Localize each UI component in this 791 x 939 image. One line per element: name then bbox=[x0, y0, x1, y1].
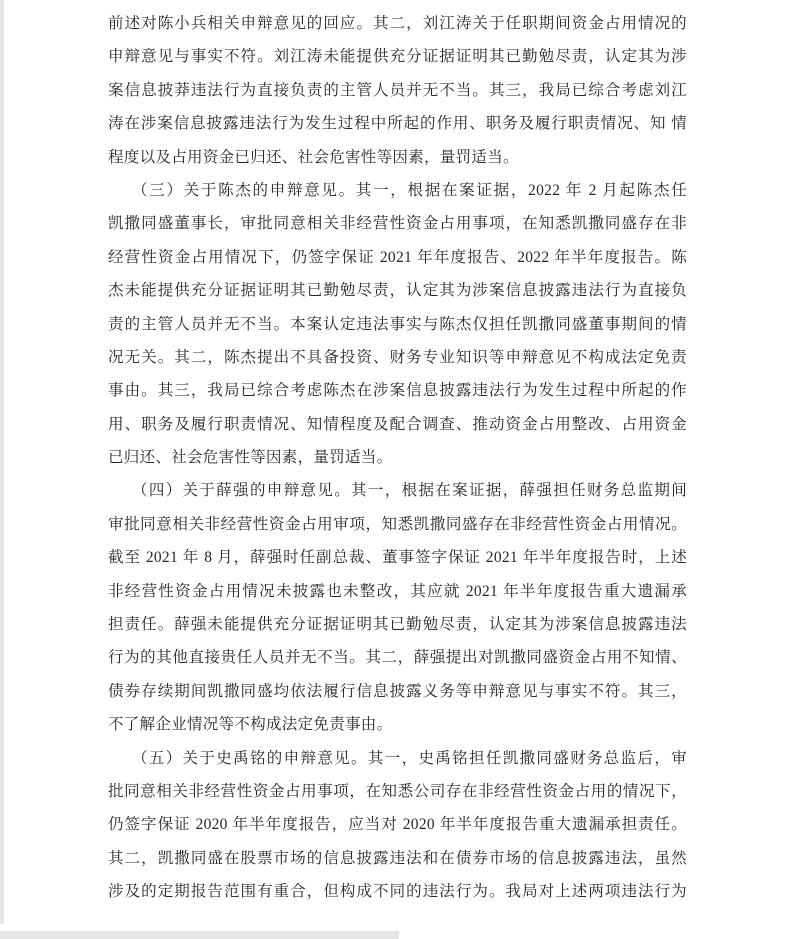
text-line: 非经营性资金占用情况未披露也未整改，其应就 2021 年半年度报告重大遗漏承 bbox=[108, 582, 687, 600]
text-line: 行为的其他直接贵任人员并无不当。其二，薛强提出对凯撒同盛资金占用不知情、 bbox=[108, 649, 687, 667]
paragraph bbox=[108, 7, 687, 174]
text-line: 前述对陈小兵相关申辩意见的回应。其二，刘江涛关于任职期间资金占用情况的 bbox=[108, 15, 687, 32]
text-line: 截至 2021 年 8 月，薛强时任副总裁、董事签字保证 2021 年半年度报告时，上述 bbox=[108, 549, 687, 567]
text-line: 案信息披莽违法行为直接负责的主管人员并无不当。其三，我局已综合考虑刘江 bbox=[108, 81, 687, 99]
document-body bbox=[108, 7, 687, 909]
text-line: 仍签字保证 2020 年半年度报告，应当对 2020 年半年度报告重大遗漏承担责任。 bbox=[108, 816, 687, 834]
scan-edge-left bbox=[0, 0, 4, 924]
text-line: 责的主管人员并无不当。本案认定违法事实与陈杰仅担任凯撒同盛董事期间的情 bbox=[108, 315, 687, 333]
text-line: 涉及的定期报告范围有重合，但构成不同的违法行为。我局对上述两项违法行为 bbox=[108, 883, 687, 901]
paragraph bbox=[108, 474, 687, 741]
text-line: 况无关。其二，陈杰提出不具备投资、财务专业知识等申辩意见不构成法定免责 bbox=[108, 348, 687, 366]
text-line: （三）关于陈杰的申辩意见。其一，根据在案证据，2022 年 2 月起陈杰任 bbox=[132, 181, 687, 199]
text-line: 批同意相关非经营性资金占用事项，在知悉公司存在非经营性资金占用的情况下， bbox=[108, 782, 687, 800]
text-line: 申辩意见与事实不符。刘江涛未能提供充分证据证明其已勤勉尽责，认定其为涉 bbox=[108, 48, 687, 66]
text-line: 其二，凯撒同盛在股票市场的信息披露违法和在债券市场的信息披露违法，虽然 bbox=[108, 849, 687, 867]
text-line: 经营性资金占用情况下，仍签字保证 2021 年年度报告、2022 年半年度报告。陈 bbox=[108, 248, 687, 266]
text-line: 事由。其三，我局已综合考虑陈杰在涉案信息披露违法行为发生过程中所起的作 bbox=[108, 382, 687, 400]
text-line: 用、职务及履行职责情况、知情程度及配合调查、推动资金占用整改、占用资金 bbox=[108, 415, 687, 433]
text-line: 凯撒同盛董事长，审批同意相关非经营性资金占用事项，在知悉凯撒同盛存在非 bbox=[108, 215, 687, 233]
text-line: 程度以及占用资金已归还、社会危害性等因素，量罚适当。 bbox=[108, 148, 519, 166]
text-line: 债券存续期间凯撒同盛均依法履行信息披露义务等申辩意见与事实不符。其三， bbox=[108, 682, 687, 700]
text-line: （四）关于薛强的申辩意见。其一，根据在案证据，薛强担任财务总监期间 bbox=[132, 482, 687, 500]
scan-edge-bottom bbox=[0, 931, 399, 939]
text-line: 审批同意相关非经营性资金占用审项，知悉凯撒同盛存在非经营性资金占用情况。 bbox=[108, 515, 687, 533]
text-line: 涛在涉案信息披露违法行为发生过程中所起的作用、职务及履行职责情况、知 情 bbox=[108, 115, 687, 133]
text-line: 担责任。薛强未能提供充分证据证明其已勤勉尽责，认定其为涉案信息披露违法 bbox=[108, 616, 687, 634]
text-line: 杰未能提供充分证据证明其已勤勉尽责，认定其为涉案信息披露违法行为直接负 bbox=[108, 282, 687, 300]
paragraph bbox=[108, 742, 687, 909]
paragraph bbox=[108, 174, 687, 475]
text-line: （五）关于史禹铭的申辩意见。其一，史禹铭担任凯撒同盛财务总监后，审 bbox=[132, 749, 687, 767]
text-line: 已归还、社会危害性等因素，量罚适当。 bbox=[108, 449, 393, 467]
text-line: 不了解企业情况等不构成法定免责事由。 bbox=[108, 716, 393, 734]
